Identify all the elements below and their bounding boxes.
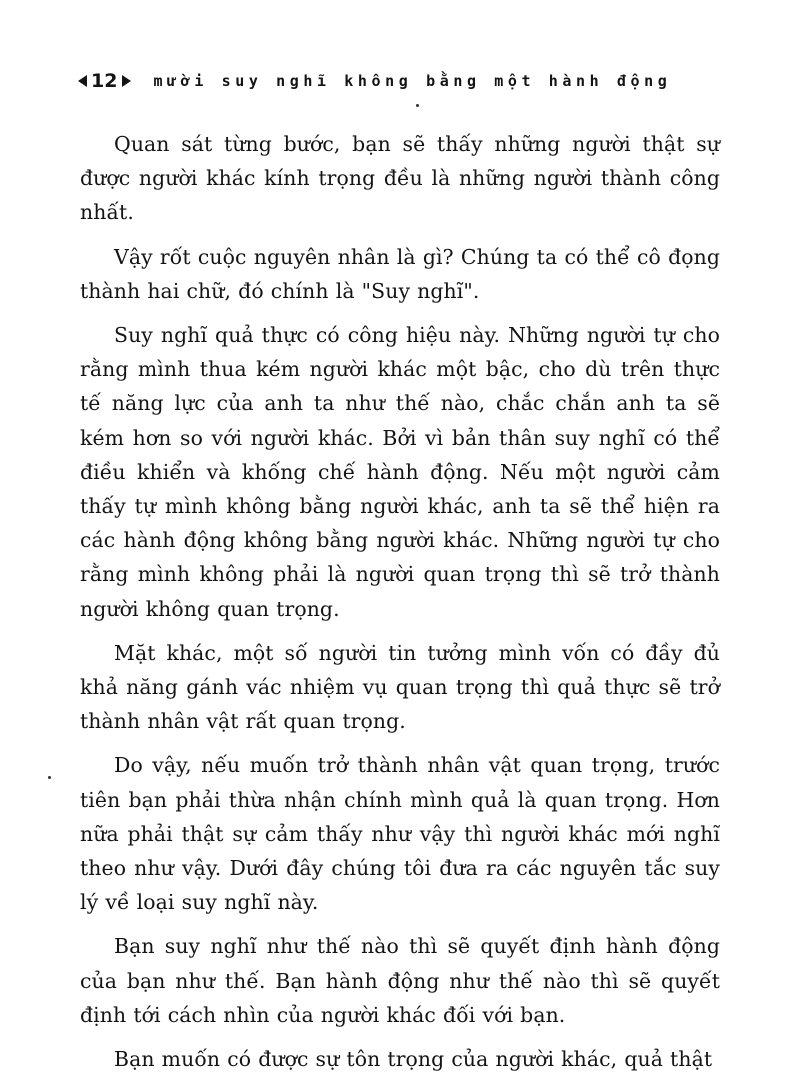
- paragraph: Do vậy, nếu muốn trở thành nhân vật quan trọng, trước tiên bạn phải thừa nhận chính mình quả là quan trọng. Hơn nữa phải thật sự cảm thấy như vậy thì người khác mới nghĩ theo như vậy. Dưới đây chúng tôi đưa ra các nguyên tắc suy lý về loại suy nghĩ này.: [80, 753, 720, 915]
- page-number-text: 12: [91, 70, 118, 92]
- paragraph: Vậy rốt cuộc nguyên nhân là gì? Chúng ta có thể cô đọng thành hai chữ, đó chính là "Suy nghĩ".: [80, 244, 720, 303]
- print-speck: [48, 776, 51, 779]
- paragraph: Quan sát từng bước, bạn sẽ thấy những người thật sự được người khác kính trọng đều là những người thành công nhất.: [80, 132, 720, 225]
- print-speck: [416, 104, 419, 107]
- paragraph: Bạn suy nghĩ như thế nào thì sẽ quyết định hành động của bạn như thế. Bạn hành động như thế nào thì sẽ quyết định tới cách nhìn của người khác đối với bạn.: [80, 934, 720, 1027]
- paragraph: Suy nghĩ quả thực có công hiệu này. Những người tự cho rằng mình thua kém người khác một bậc, cho dù trên thực tế năng lực của anh ta như thế nào, chắc chắn anh ta sẽ kém hơn so với người khác. Bởi vì bản thân suy nghĩ có thể điều khiển và khống chế hành động. Nếu một người cảm thấy tự mình không bằng người khác, anh ta sẽ thể hiện ra các hành động không bằng người khác. Những người tự cho rằng mình không phải là người quan trọng thì sẽ trở thành người không quan trọng.: [80, 323, 720, 621]
- page-number: [78, 70, 131, 92]
- running-header: [78, 66, 728, 96]
- running-title: mười suy nghĩ không bằng một hành động: [153, 72, 672, 90]
- left-triangle-icon: [78, 75, 87, 87]
- body-text: [80, 127, 720, 1076]
- right-triangle-icon: [122, 75, 131, 87]
- paragraph: Bạn muốn có được sự tôn trọng của người khác, quả thật: [114, 1047, 713, 1072]
- paragraph: Mặt khác, một số người tin tưởng mình vốn có đầy đủ khả năng gánh vác nhiệm vụ quan trọng thì quả thực sẽ trở thành nhân vật rất quan trọng.: [80, 640, 720, 734]
